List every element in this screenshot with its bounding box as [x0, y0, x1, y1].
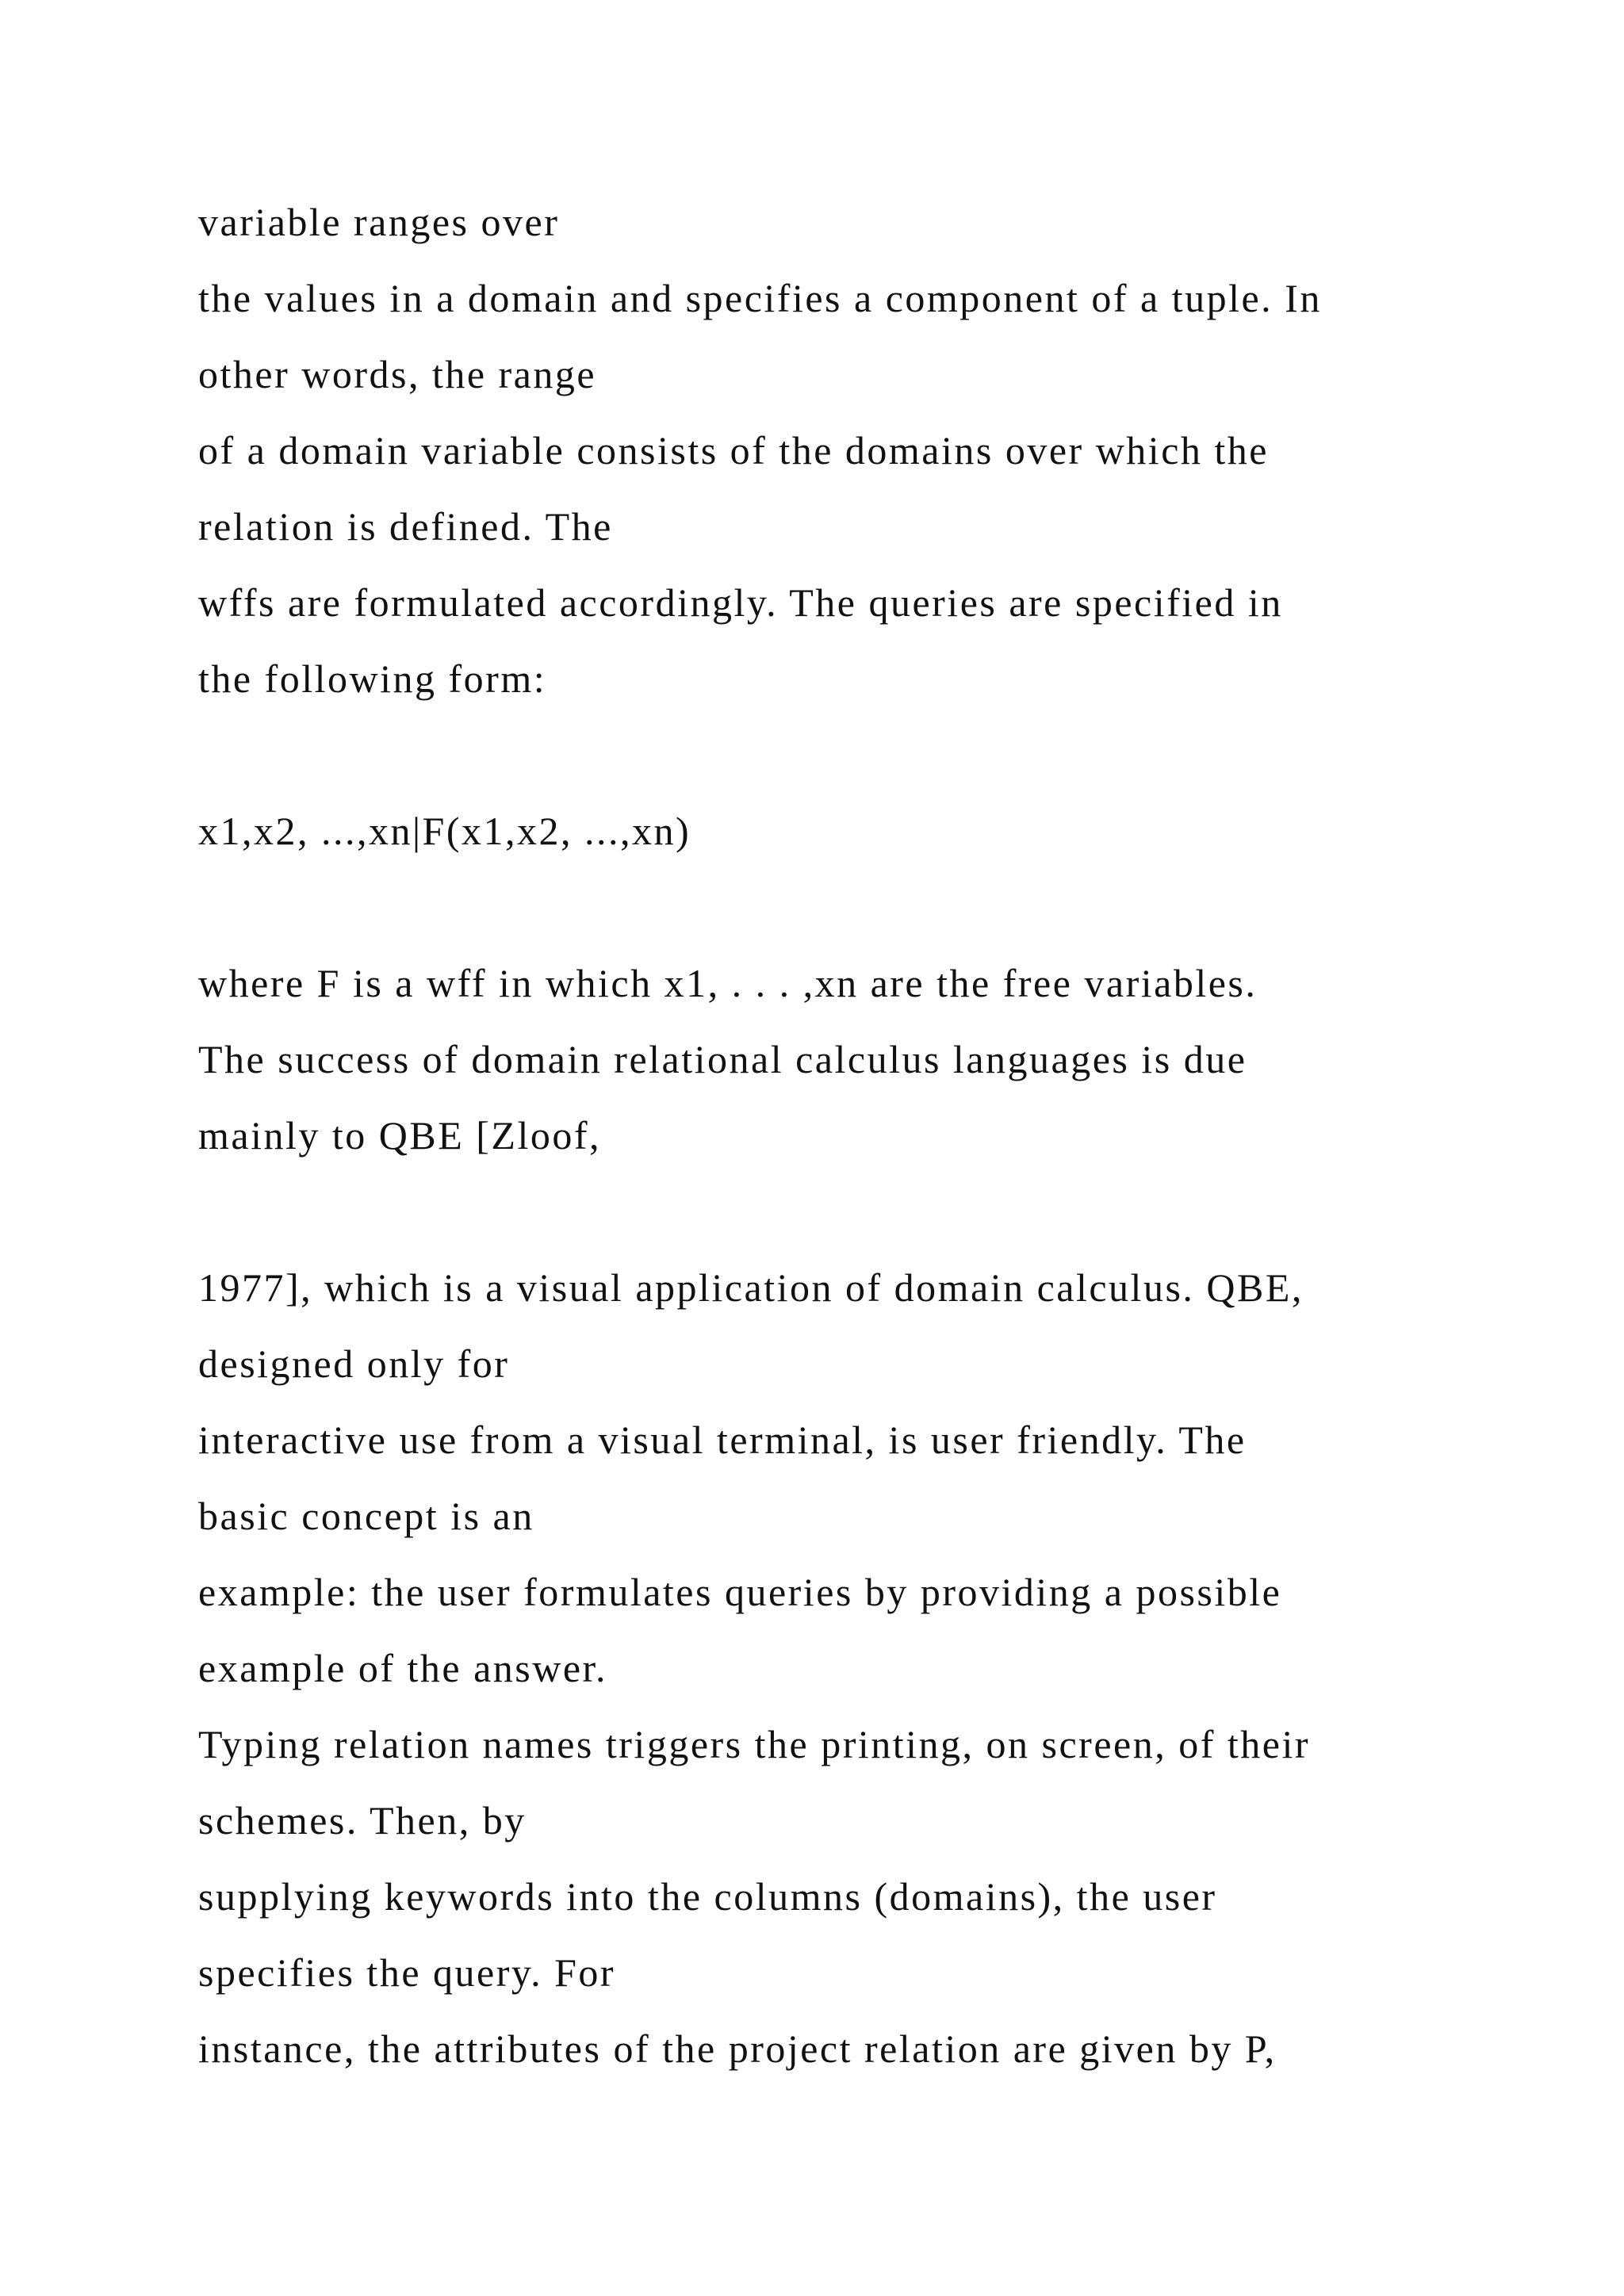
text-line: interactive use from a visual terminal, is user friendly. The: [198, 1418, 1247, 1462]
text-line: The success of domain relational calculus languages is due: [198, 1037, 1247, 1081]
text-line: designed only for: [198, 1341, 510, 1386]
text-line: where F is a wff in which x1, . . . ,xn are the free variables.: [198, 961, 1258, 1005]
text-line: of a domain variable consists of the domains over which the: [198, 428, 1269, 473]
text-line: relation is defined. The: [198, 504, 613, 549]
formula-line: x1,x2, ...,xn|F(x1,x2, ...,xn): [198, 809, 691, 853]
text-line: basic concept is an: [198, 1494, 534, 1538]
text-line: wffs are formulated accordingly. The queries are specified in: [198, 580, 1283, 625]
text-line: variable ranges over: [198, 200, 560, 244]
text-line: the values in a domain and specifies a component of a tuple. In: [198, 276, 1322, 320]
text-line: mainly to QBE [Zloof,: [198, 1113, 601, 1158]
text-line: specifies the query. For: [198, 1950, 616, 1995]
text-line: instance, the attributes of the project relation are given by P,: [198, 2026, 1277, 2071]
text-line: the following form:: [198, 656, 547, 701]
text-line: 1977], which is a visual application of domain calculus. QBE,: [198, 1265, 1304, 1310]
text-line: example of the answer.: [198, 1646, 607, 1690]
text-line: supplying keywords into the columns (domains), the user: [198, 1874, 1217, 1919]
text-line: other words, the range: [198, 352, 597, 396]
text-line: example: the user formulates queries by providing a possible: [198, 1570, 1282, 1614]
text-line: schemes. Then, by: [198, 1798, 527, 1843]
text-line: Typing relation names triggers the printing, on screen, of their: [198, 1722, 1310, 1766]
